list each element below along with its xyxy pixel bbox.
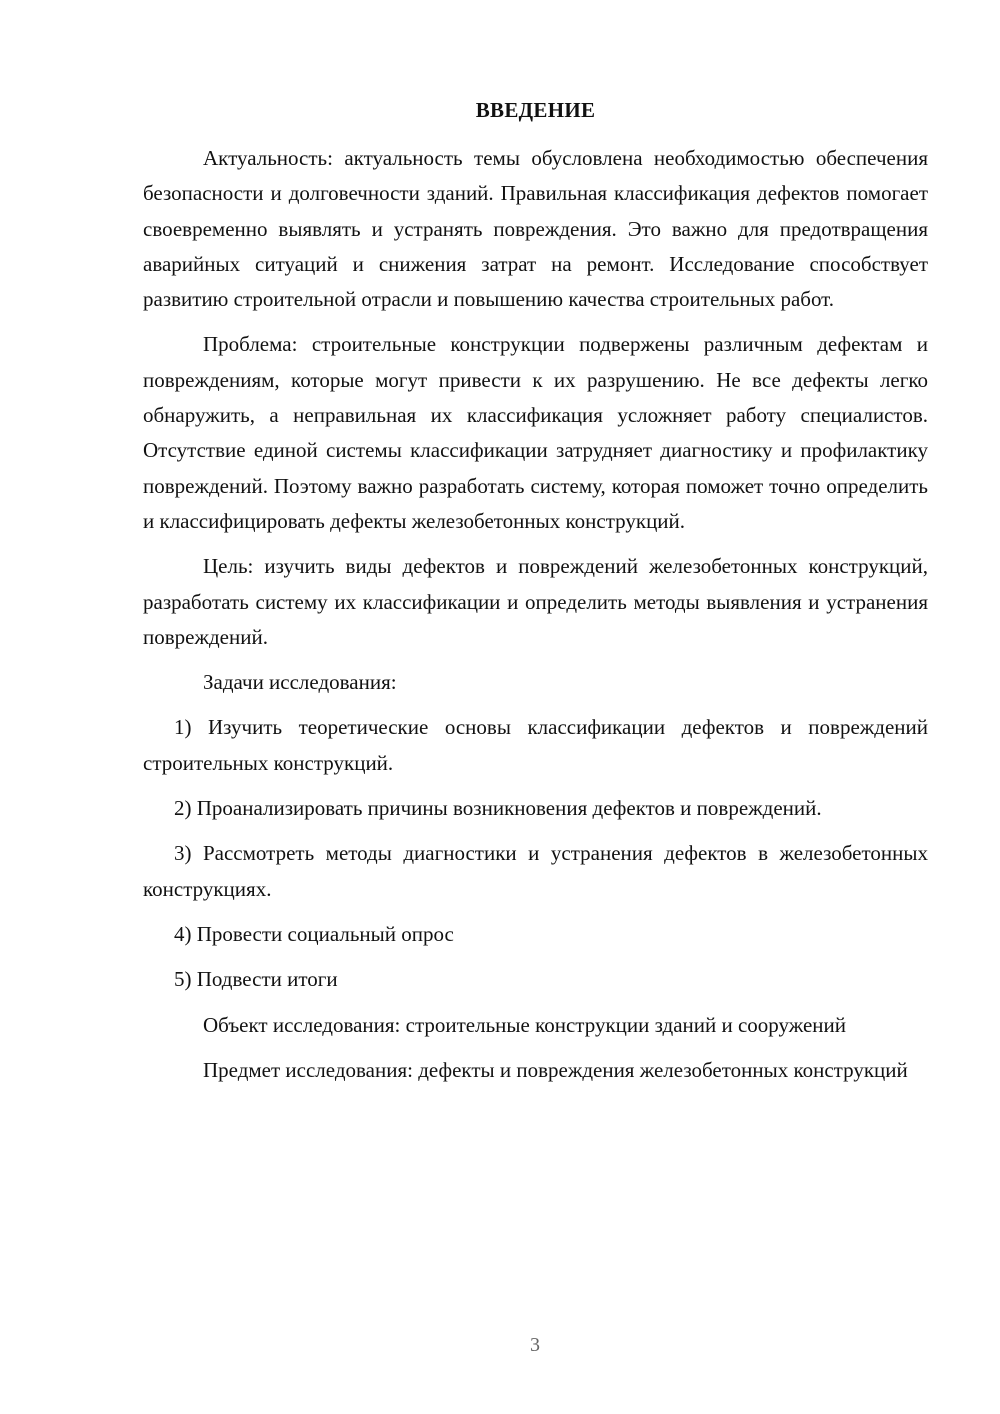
problem-paragraph: Проблема: строительные конструкции подвержены различным дефектам и повреждениям, которые могут привести к их разрушению. Не все дефекты легко обнаружить, а неправильная их классификация усложняет работу специалистов. Отсутствие единой системы классификации затрудняет диагностику и профилактику повреждений. Поэтому важно разработать систему, которая поможет точно определить и классифицировать дефекты железобетонных конструкций. [143,332,928,533]
relevance-paragraph: Актуальность: актуальность темы обусловлена необходимостью обеспечения безопасности и долговечности зданий. Правильная классификация дефектов помогает своевременно выявлять и устранять повреждения. Это важно для предотвращения аварийных ситуаций и снижения затрат на ремонт. Исследование способствует развитию строительной отрасли и повышению качества строительных работ. [143,146,928,312]
list-item: 4) Провести социальный опрос [174,921,454,946]
page-content [143,96,928,1098]
list-item: 5) Подвести итоги [174,967,338,992]
object-paragraph: Объект исследования: строительные конструкции зданий и сооружений [203,1012,847,1037]
list-item: 1) Изучить теоретические основы классификации дефектов и повреждений строительных конструкций. [143,715,928,775]
tasks-heading: Задачи исследования: [203,670,397,695]
tasks-list [143,710,928,997]
list-item: 3) Рассмотреть методы диагностики и устранения дефектов в железобетонных конструкциях. [143,841,928,901]
subject-paragraph: Предмет исследования: дефекты и повреждения железобетонных конструкций [203,1057,908,1082]
goal-paragraph: Цель: изучить виды дефектов и повреждений железобетонных конструкций, разработать систему их классификации и определить методы выявления и устранения повреждений. [143,554,928,649]
list-item: 2) Проанализировать причины возникновения дефектов и повреждений. [174,796,822,821]
page-title: ВВЕДЕНИЕ [475,98,596,122]
page-number: 3 [530,1334,540,1356]
